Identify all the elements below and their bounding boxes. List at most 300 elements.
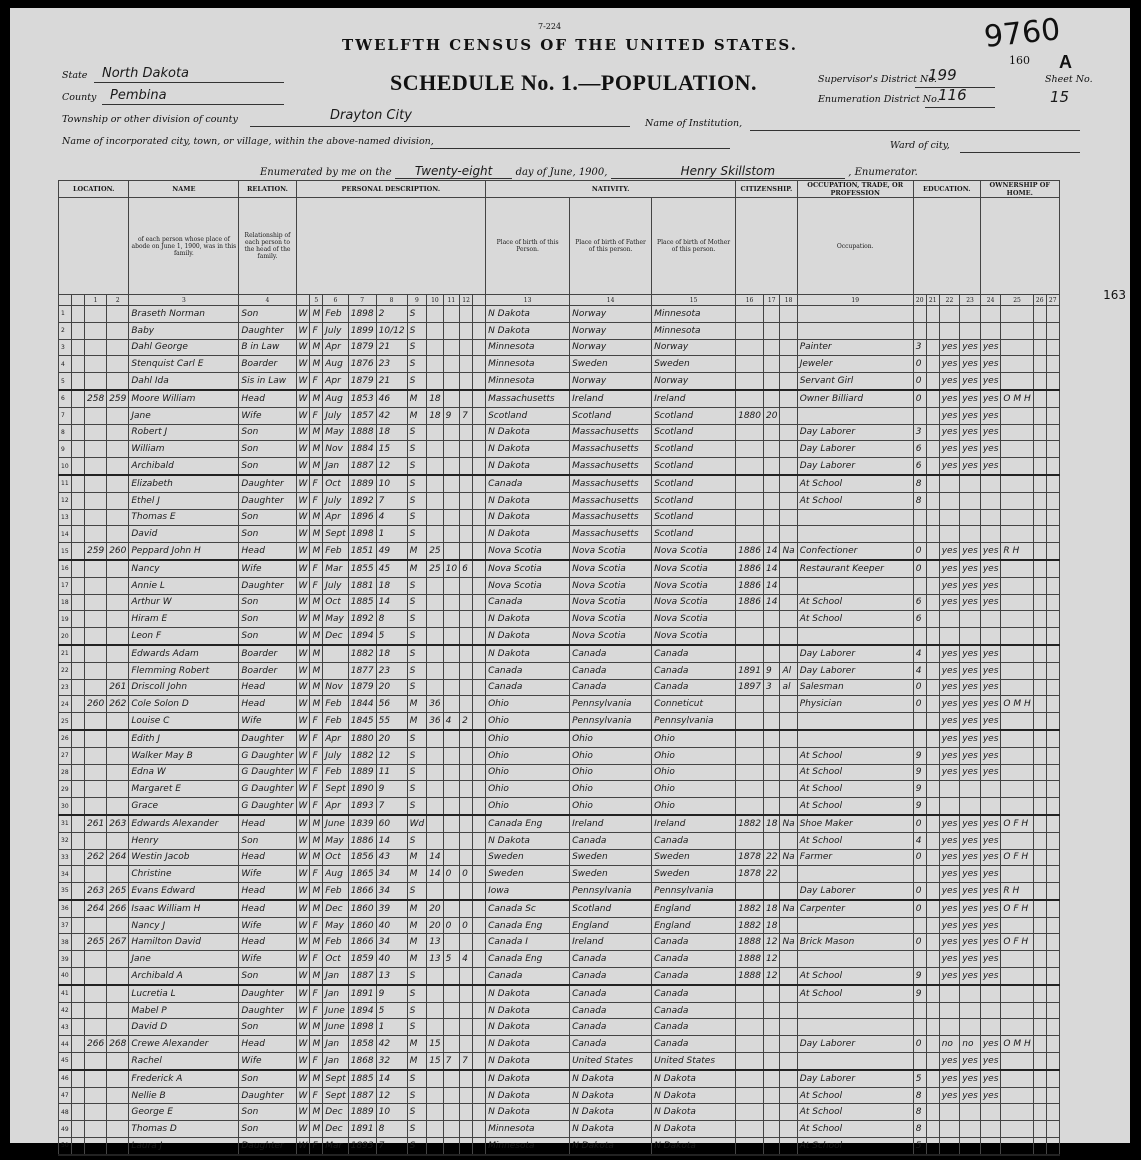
table-row xyxy=(59,441,1060,458)
cell-d xyxy=(85,1121,107,1138)
group-nativity: NATIVITY. xyxy=(486,181,736,198)
cell-r: yes xyxy=(939,730,960,747)
census-sheet xyxy=(10,8,1130,1151)
cell-col: W xyxy=(296,543,310,560)
cell-name: Braseth Norman xyxy=(129,306,239,323)
cell-fbp: N Dakota xyxy=(570,1087,652,1104)
cell-yr: 1891 xyxy=(348,985,376,1002)
cell-sex: F xyxy=(310,730,323,747)
cell-mo: 6 xyxy=(913,441,926,458)
cell-ym xyxy=(427,526,443,543)
cell-w: yes xyxy=(960,560,981,577)
cell-oh xyxy=(1001,1121,1033,1138)
cell-e: yes xyxy=(980,696,1001,713)
cell-rel: Daughter xyxy=(239,475,296,492)
cell-age: 34 xyxy=(376,934,407,951)
cell-empty xyxy=(1033,815,1046,832)
cell-ch xyxy=(443,764,459,781)
cell-d xyxy=(85,968,107,985)
sheet-label: Sheet No. xyxy=(1045,74,1093,85)
state-value: North Dakota xyxy=(102,66,190,81)
cell-occ: At School xyxy=(797,492,913,509)
cell-mo xyxy=(913,713,926,730)
cell-d: 261 xyxy=(85,815,107,832)
cell-yr: 1887 xyxy=(348,1087,376,1104)
cell-occ: At School xyxy=(797,832,913,849)
cell-oh xyxy=(1001,1002,1033,1019)
cell-fbp: Canada xyxy=(570,679,652,696)
cell-empty xyxy=(926,560,939,577)
cell-mbp: Canada xyxy=(652,1036,736,1053)
cell-mon: July xyxy=(323,577,349,594)
line-number: 32 xyxy=(59,832,72,849)
cell-col: W xyxy=(296,645,310,662)
column-number: 21 xyxy=(926,295,939,306)
cell-imm: 1897 xyxy=(736,679,764,696)
cell-col: W xyxy=(296,594,310,611)
cell-oh xyxy=(1001,679,1033,696)
cell-yr: 1845 xyxy=(348,713,376,730)
cell-empty xyxy=(473,968,486,985)
cell-f xyxy=(107,475,129,492)
cell-mo: 0 xyxy=(913,934,926,951)
cell-yr: 1894 xyxy=(348,1002,376,1019)
cell-age: 8 xyxy=(376,1121,407,1138)
cell-col: W xyxy=(296,968,310,985)
cell-bp: N Dakota xyxy=(486,509,570,526)
cell-empty xyxy=(1046,424,1059,441)
cell-sex: F xyxy=(310,985,323,1002)
cell-yr: 1880 xyxy=(348,730,376,747)
cell-f: 268 xyxy=(107,1036,129,1053)
cell-yus xyxy=(764,611,780,628)
cell-col: W xyxy=(296,679,310,696)
cell-ms: S xyxy=(407,373,427,390)
cell-name: Archibald xyxy=(129,458,239,475)
cell-occ: Salesman xyxy=(797,679,913,696)
cell-ym xyxy=(427,832,443,849)
cell-d xyxy=(85,373,107,390)
cell-imm xyxy=(736,1019,764,1036)
cell-cl xyxy=(460,628,473,645)
cell-occ: Day Laborer xyxy=(797,662,913,679)
cell-empty xyxy=(926,543,939,560)
cell-empty xyxy=(1033,577,1046,594)
cell-cl xyxy=(460,696,473,713)
cell-ms: S xyxy=(407,322,427,339)
cell-oh xyxy=(1001,917,1033,934)
cell-sex: M xyxy=(310,594,323,611)
cell-mo: 9 xyxy=(913,747,926,764)
cell-ch xyxy=(443,883,459,900)
cell-f xyxy=(107,1053,129,1070)
page-number: 160 xyxy=(1009,54,1030,67)
cell-yus xyxy=(764,339,780,356)
cell-f xyxy=(107,458,129,475)
cell-mo: 0 xyxy=(913,373,926,390)
cell-mon: Jan xyxy=(323,1053,349,1070)
cell-cl xyxy=(460,322,473,339)
cell-d xyxy=(85,611,107,628)
cell-w xyxy=(960,628,981,645)
cell-empty xyxy=(926,934,939,951)
cell-mbp: Canada xyxy=(652,1019,736,1036)
cell-r xyxy=(939,1104,960,1121)
cell-fbp: Ireland xyxy=(570,934,652,951)
cell-col: W xyxy=(296,1036,310,1053)
line-number: 31 xyxy=(59,815,72,832)
cell-col: W xyxy=(296,849,310,866)
cell-yus: 14 xyxy=(764,543,780,560)
cell-ym: 13 xyxy=(427,951,443,968)
column-number: 10 xyxy=(427,295,443,306)
cell-empty xyxy=(1033,781,1046,798)
cell-rel: Wife xyxy=(239,713,296,730)
cell-mon: Jan xyxy=(323,968,349,985)
cell-e: yes xyxy=(980,662,1001,679)
table-row xyxy=(59,815,1060,832)
cell-ch xyxy=(443,424,459,441)
cell-nat xyxy=(780,747,797,764)
table-row xyxy=(59,339,1060,356)
cell-yr: 1887 xyxy=(348,458,376,475)
cell-empty xyxy=(1046,951,1059,968)
cell-r: no xyxy=(939,1036,960,1053)
cell-mon xyxy=(323,662,349,679)
cell-ch xyxy=(443,730,459,747)
cell-name: Cole Solon D xyxy=(129,696,239,713)
cell-bp: N Dakota xyxy=(486,458,570,475)
cell-empty xyxy=(1033,900,1046,917)
cell-mo: 3 xyxy=(913,424,926,441)
incorporated-label: Name of incorporated city, town, or village, within the above-named division, xyxy=(62,136,434,147)
cell-mbp: Scotland xyxy=(652,458,736,475)
cell-occ: Restaurant Keeper xyxy=(797,560,913,577)
cell-d xyxy=(85,1138,107,1155)
table-row xyxy=(59,424,1060,441)
cell-e: yes xyxy=(980,917,1001,934)
cell-yr: 1885 xyxy=(348,594,376,611)
cell-fbp: Norway xyxy=(570,373,652,390)
cell-nat: Al xyxy=(780,662,797,679)
cell-empty xyxy=(72,594,85,611)
cell-mon: Jan xyxy=(323,985,349,1002)
cell-d xyxy=(85,306,107,323)
cell-empty xyxy=(72,696,85,713)
cell-fbp: Canada xyxy=(570,662,652,679)
cell-mbp: Scotland xyxy=(652,526,736,543)
cell-empty xyxy=(1033,866,1046,883)
cell-fbp: Canada xyxy=(570,968,652,985)
cell-d xyxy=(85,356,107,373)
column-number: 24 xyxy=(980,295,1001,306)
cell-yr: 1896 xyxy=(348,509,376,526)
cell-col: W xyxy=(296,662,310,679)
cell-rel: Head xyxy=(239,934,296,951)
cell-r: yes xyxy=(939,815,960,832)
cell-sex: M xyxy=(310,306,323,323)
cell-ym xyxy=(427,1138,443,1155)
cell-r: yes xyxy=(939,900,960,917)
cell-yus: 14 xyxy=(764,594,780,611)
cell-occ: Farmer xyxy=(797,849,913,866)
cell-oh xyxy=(1001,577,1033,594)
cell-ms: S xyxy=(407,662,427,679)
cell-mon: Oct xyxy=(323,951,349,968)
cell-mbp: England xyxy=(652,900,736,917)
cell-empty xyxy=(72,611,85,628)
cell-oh: O M H xyxy=(1001,390,1033,407)
cell-oh: O F H xyxy=(1001,934,1033,951)
cell-fbp: United States xyxy=(570,1053,652,1070)
cell-r: yes xyxy=(939,441,960,458)
cell-r: yes xyxy=(939,458,960,475)
cell-yus xyxy=(764,424,780,441)
cell-imm: 1886 xyxy=(736,577,764,594)
cell-yus xyxy=(764,1036,780,1053)
cell-ch xyxy=(443,492,459,509)
cell-r: yes xyxy=(939,832,960,849)
cell-d xyxy=(85,1053,107,1070)
cell-empty xyxy=(1046,1002,1059,1019)
cell-empty xyxy=(1046,968,1059,985)
cell-w xyxy=(960,492,981,509)
line-number: 15 xyxy=(59,543,72,560)
cell-ym: 14 xyxy=(427,849,443,866)
cell-name: Isaac William H xyxy=(129,900,239,917)
cell-ms: S xyxy=(407,306,427,323)
cell-occ: At School xyxy=(797,968,913,985)
cell-col: W xyxy=(296,526,310,543)
cell-empty xyxy=(72,543,85,560)
cell-rel: Son xyxy=(239,968,296,985)
cell-empty xyxy=(1046,696,1059,713)
cell-r: yes xyxy=(939,339,960,356)
cell-ch xyxy=(443,781,459,798)
cell-empty xyxy=(926,1121,939,1138)
cell-r xyxy=(939,492,960,509)
cell-nat xyxy=(780,322,797,339)
cell-col: W xyxy=(296,441,310,458)
cell-f xyxy=(107,968,129,985)
cell-ms: S xyxy=(407,356,427,373)
cell-rel: Head xyxy=(239,849,296,866)
cell-name: Driscoll John xyxy=(129,679,239,696)
cell-d xyxy=(85,458,107,475)
cell-fbp: Ohio xyxy=(570,764,652,781)
cell-cl xyxy=(460,747,473,764)
cell-mon: June xyxy=(323,1019,349,1036)
cell-mbp: Scotland xyxy=(652,424,736,441)
cell-yr: 1892 xyxy=(348,611,376,628)
cell-w xyxy=(960,798,981,815)
cell-ch xyxy=(443,475,459,492)
cell-yus xyxy=(764,441,780,458)
table-row xyxy=(59,968,1060,985)
cell-ms: M xyxy=(407,390,427,407)
cell-cl xyxy=(460,1138,473,1155)
enumerator-name: Henry Skillstom xyxy=(611,164,845,179)
cell-d xyxy=(85,441,107,458)
cell-mon: Aug xyxy=(323,390,349,407)
cell-mo: 9 xyxy=(913,985,926,1002)
cell-r: yes xyxy=(939,424,960,441)
cell-nat xyxy=(780,866,797,883)
cell-empty xyxy=(1046,577,1059,594)
cell-rel: Head xyxy=(239,696,296,713)
cell-f xyxy=(107,662,129,679)
cell-ms: S xyxy=(407,492,427,509)
cell-yus xyxy=(764,356,780,373)
cell-ms: S xyxy=(407,577,427,594)
cell-oh xyxy=(1001,611,1033,628)
cell-mo xyxy=(913,866,926,883)
cell-col: W xyxy=(296,1019,310,1036)
cell-empty xyxy=(926,424,939,441)
cell-empty xyxy=(473,560,486,577)
cell-e: yes xyxy=(980,1070,1001,1087)
cell-name: David xyxy=(129,526,239,543)
table-row xyxy=(59,1053,1060,1070)
line-number: 19 xyxy=(59,611,72,628)
cell-fbp: Massachusetts xyxy=(570,492,652,509)
cell-empty xyxy=(926,1087,939,1104)
table-row xyxy=(59,1070,1060,1087)
cell-empty xyxy=(1046,1104,1059,1121)
cell-cl xyxy=(460,934,473,951)
cell-mbp: Sweden xyxy=(652,866,736,883)
cell-ym xyxy=(427,475,443,492)
cell-nat xyxy=(780,985,797,1002)
cell-age: 7 xyxy=(376,492,407,509)
cell-age: 42 xyxy=(376,1036,407,1053)
cell-ym xyxy=(427,662,443,679)
cell-yus: 20 xyxy=(764,407,780,424)
cell-d xyxy=(85,475,107,492)
cell-f xyxy=(107,1087,129,1104)
cell-mon: May xyxy=(323,611,349,628)
cell-empty xyxy=(1046,764,1059,781)
cell-mon: Apr xyxy=(323,730,349,747)
cell-ym xyxy=(427,1019,443,1036)
cell-name: Crewe Alexander xyxy=(129,1036,239,1053)
cell-nat xyxy=(780,306,797,323)
cell-r: yes xyxy=(939,764,960,781)
cell-rel: Son xyxy=(239,441,296,458)
cell-occ: At School xyxy=(797,1121,913,1138)
enumeration-label: Enumeration District No. xyxy=(818,94,940,105)
cell-occ: Shoe Maker xyxy=(797,815,913,832)
table-row xyxy=(59,917,1060,934)
cell-empty xyxy=(72,1070,85,1087)
cell-mon: Apr xyxy=(323,509,349,526)
cell-empty xyxy=(1046,1070,1059,1087)
cell-mon: Feb xyxy=(323,306,349,323)
cell-empty xyxy=(473,662,486,679)
cell-sex: M xyxy=(310,832,323,849)
cell-yus xyxy=(764,306,780,323)
cell-ym xyxy=(427,306,443,323)
cell-occ: Day Laborer xyxy=(797,1070,913,1087)
cell-bp: N Dakota xyxy=(486,1036,570,1053)
cell-mon: Apr xyxy=(323,373,349,390)
cell-nat xyxy=(780,1036,797,1053)
cell-cl xyxy=(460,900,473,917)
cell-empty xyxy=(72,645,85,662)
cell-empty xyxy=(473,407,486,424)
cell-e: yes xyxy=(980,679,1001,696)
cell-empty xyxy=(926,1070,939,1087)
cell-age: 9 xyxy=(376,781,407,798)
cell-fbp: Massachusetts xyxy=(570,424,652,441)
cell-mo: 8 xyxy=(913,1087,926,1104)
cell-imm: 1878 xyxy=(736,849,764,866)
cell-yus: 18 xyxy=(764,815,780,832)
cell-col: W xyxy=(296,509,310,526)
group-education: EDUCATION. xyxy=(913,181,980,198)
cell-imm xyxy=(736,781,764,798)
cell-cl xyxy=(460,458,473,475)
cell-rel: Boarder xyxy=(239,356,296,373)
cell-mo: 5 xyxy=(913,1138,926,1155)
column-number: 12 xyxy=(460,295,473,306)
cell-empty xyxy=(473,815,486,832)
cell-bp: Nova Scotia xyxy=(486,577,570,594)
cell-sex: F xyxy=(310,577,323,594)
cell-mon: July xyxy=(323,407,349,424)
cell-oh xyxy=(1001,1070,1033,1087)
cell-ch xyxy=(443,543,459,560)
cell-f: 267 xyxy=(107,934,129,951)
cell-f xyxy=(107,866,129,883)
cell-age: 9 xyxy=(376,985,407,1002)
cell-rel: Son xyxy=(239,611,296,628)
cell-w: yes xyxy=(960,441,981,458)
column-number: 27 xyxy=(1046,295,1059,306)
line-number: 30 xyxy=(59,798,72,815)
cell-empty xyxy=(1046,1036,1059,1053)
cell-w: yes xyxy=(960,424,981,441)
cell-col: W xyxy=(296,1070,310,1087)
cell-empty xyxy=(473,883,486,900)
cell-empty xyxy=(473,713,486,730)
cell-ym xyxy=(427,1002,443,1019)
cell-d xyxy=(85,866,107,883)
cell-empty xyxy=(473,1138,486,1155)
cell-empty xyxy=(1033,407,1046,424)
cell-cl xyxy=(460,798,473,815)
cell-nat xyxy=(780,1121,797,1138)
cell-f xyxy=(107,356,129,373)
cell-nat xyxy=(780,730,797,747)
cell-cl xyxy=(460,492,473,509)
cell-mbp: Conneticut xyxy=(652,696,736,713)
cell-oh xyxy=(1001,1019,1033,1036)
cell-cl xyxy=(460,764,473,781)
cell-w: yes xyxy=(960,815,981,832)
cell-age: 10 xyxy=(376,1104,407,1121)
cell-ms: S xyxy=(407,1019,427,1036)
cell-f xyxy=(107,1070,129,1087)
cell-d xyxy=(85,526,107,543)
cell-sex: M xyxy=(310,339,323,356)
cell-col: W xyxy=(296,815,310,832)
cell-yr: 1855 xyxy=(348,560,376,577)
cell-yus: 22 xyxy=(764,866,780,883)
cell-mbp: Canada xyxy=(652,645,736,662)
cell-age: 12 xyxy=(376,458,407,475)
cell-ms: M xyxy=(407,696,427,713)
